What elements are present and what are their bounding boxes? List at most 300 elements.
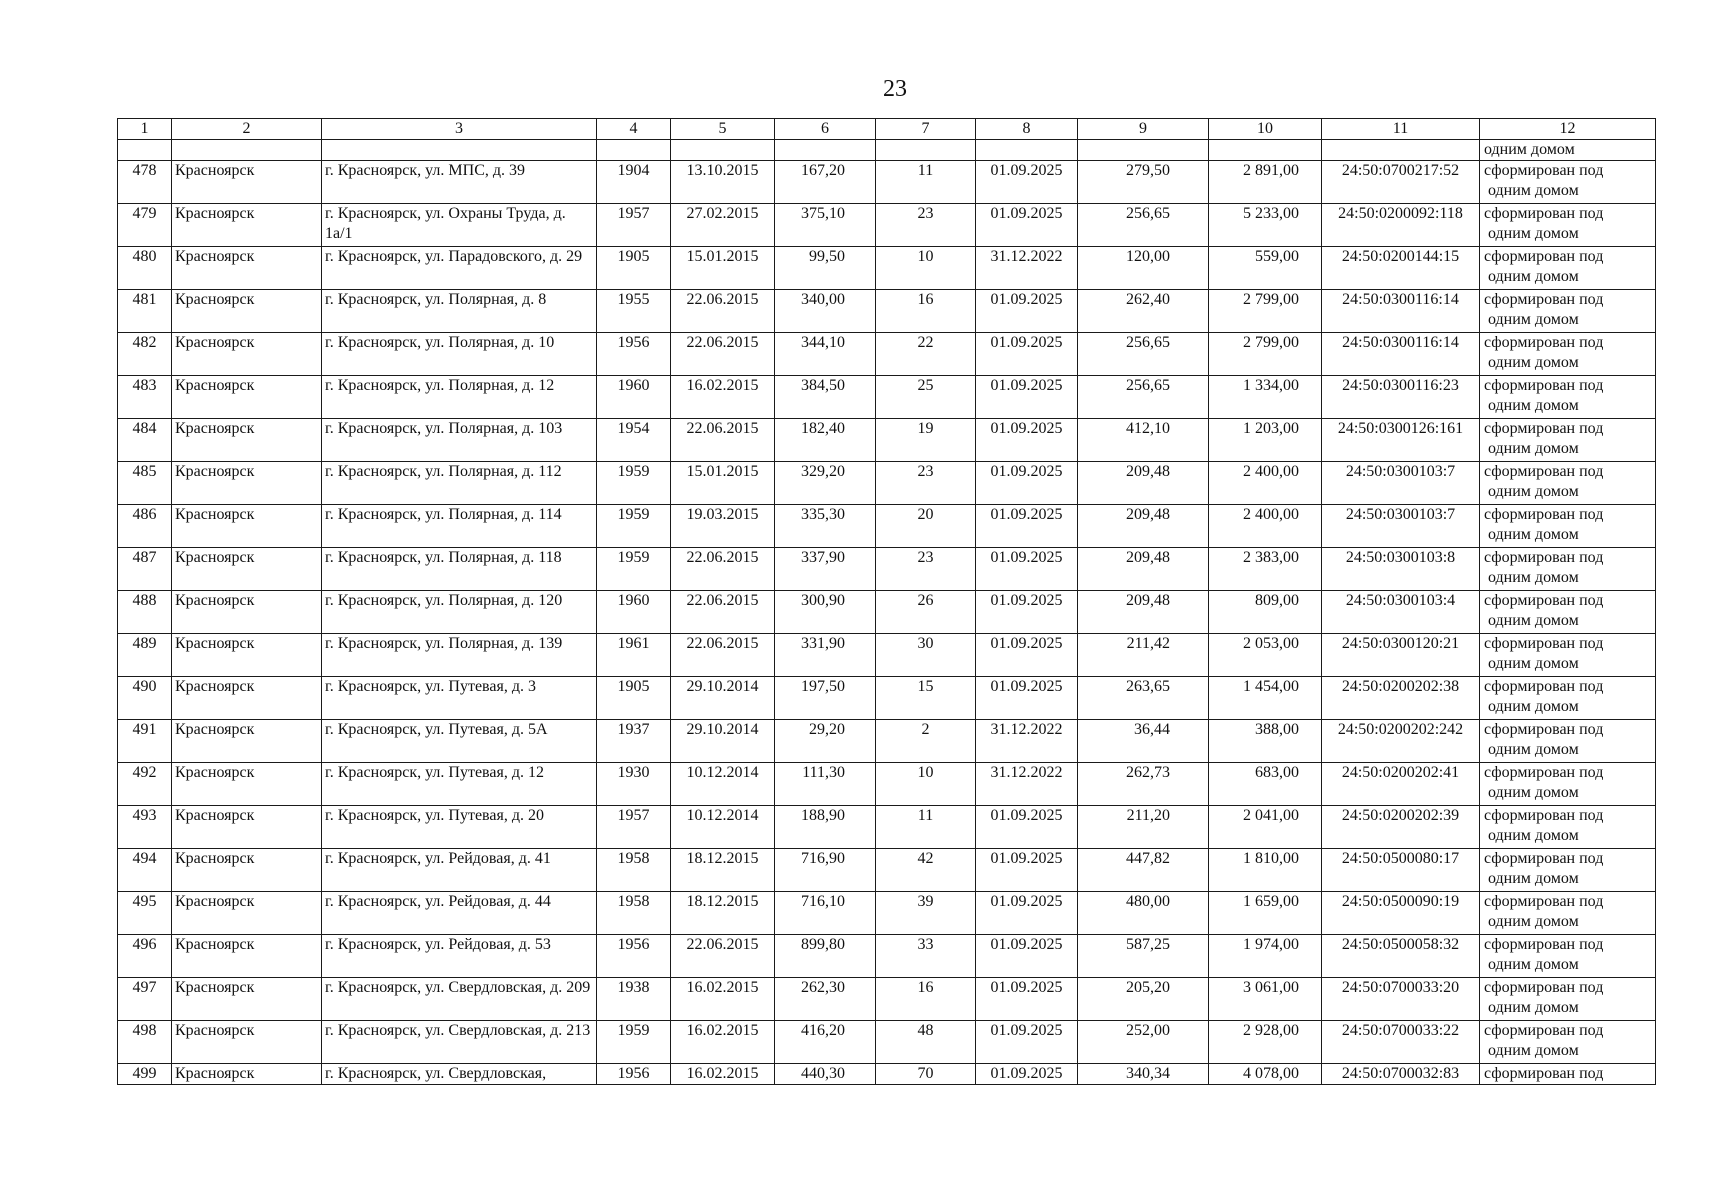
cadastral-number-cell: 24:50:0300103:7 (1322, 462, 1480, 505)
table-row (118, 548, 1656, 591)
table-row (118, 634, 1656, 677)
note-line-1: сформирован под (1484, 764, 1604, 781)
year-cell: 1905 (597, 677, 671, 720)
cadastral-number-cell: 24:50:0200202:39 (1322, 806, 1480, 849)
count-cell: 23 (876, 204, 976, 247)
count-cell: 10 (876, 763, 976, 806)
value-10-cell: 2 891,00 (1209, 161, 1322, 204)
row-number-cell: 490 (118, 677, 172, 720)
empty-cell (976, 140, 1078, 161)
table-body (118, 140, 1656, 1085)
row-number-cell: 495 (118, 892, 172, 935)
value-9-cell: 340,34 (1078, 1064, 1209, 1085)
cadastral-number-cell: 24:50:0700033:22 (1322, 1021, 1480, 1064)
year-cell: 1905 (597, 247, 671, 290)
date-cell: 22.06.2015 (671, 591, 775, 634)
deadline-date-cell: 01.09.2025 (976, 935, 1078, 978)
value-9-cell: 209,48 (1078, 548, 1209, 591)
table-row (118, 677, 1656, 720)
note-cell (1480, 677, 1656, 720)
year-cell: 1956 (597, 935, 671, 978)
row-number-cell: 487 (118, 548, 172, 591)
value-10-cell: 1 810,00 (1209, 849, 1322, 892)
note-line-1: сформирован под (1484, 420, 1604, 437)
note-cell (1480, 634, 1656, 677)
city-cell: Красноярск (172, 806, 322, 849)
area-cell: 375,10 (775, 204, 876, 247)
value-9-cell: 256,65 (1078, 333, 1209, 376)
date-cell: 22.06.2015 (671, 333, 775, 376)
note-cell (1480, 849, 1656, 892)
value-10-cell: 388,00 (1209, 720, 1322, 763)
row-number-cell: 492 (118, 763, 172, 806)
cadastral-number-cell: 24:50:0200202:242 (1322, 720, 1480, 763)
address-cell: г. Красноярск, ул. Путевая, д. 20 (322, 806, 597, 849)
area-cell: 29,20 (775, 720, 876, 763)
table-row (118, 1021, 1656, 1064)
value-9-cell: 209,48 (1078, 591, 1209, 634)
date-cell: 16.02.2015 (671, 978, 775, 1021)
table-row (118, 763, 1656, 806)
date-cell: 22.06.2015 (671, 290, 775, 333)
value-9-cell: 262,40 (1078, 290, 1209, 333)
deadline-date-cell: 01.09.2025 (976, 548, 1078, 591)
area-cell: 188,90 (775, 806, 876, 849)
note-line-2: одним домом (1488, 956, 1579, 973)
address-cell: г. Красноярск, ул. Рейдовая, д. 53 (322, 935, 597, 978)
note-line-1: сформирован под (1484, 248, 1604, 265)
address-cell: г. Красноярск, ул. Свердловская, д. 209 (322, 978, 597, 1021)
address-cell: г. Красноярск, ул. Полярная, д. 103 (322, 419, 597, 462)
cadastral-number-cell: 24:50:0500090:19 (1322, 892, 1480, 935)
deadline-date-cell: 01.09.2025 (976, 849, 1078, 892)
column-header: 2 (172, 119, 322, 140)
year-cell: 1958 (597, 849, 671, 892)
date-cell: 22.06.2015 (671, 935, 775, 978)
value-9-cell: 412,10 (1078, 419, 1209, 462)
address-cell: г. Красноярск, ул. Путевая, д. 5А (322, 720, 597, 763)
date-cell: 15.01.2015 (671, 247, 775, 290)
address-cell: г. Красноярск, ул. Полярная, д. 114 (322, 505, 597, 548)
note-line-2: одним домом (1488, 526, 1579, 543)
column-header: 7 (876, 119, 976, 140)
row-number-cell: 499 (118, 1064, 172, 1085)
column-header: 6 (775, 119, 876, 140)
note-line-2: одним домом (1488, 311, 1579, 328)
empty-cell (322, 140, 597, 161)
value-9-cell: 36,44 (1078, 720, 1209, 763)
cadastral-number-cell: 24:50:0300103:7 (1322, 505, 1480, 548)
year-cell: 1955 (597, 290, 671, 333)
column-header: 3 (322, 119, 597, 140)
address-cell: г. Красноярск, ул. Свердловская, (322, 1064, 597, 1085)
year-cell: 1957 (597, 806, 671, 849)
value-9-cell: 256,65 (1078, 204, 1209, 247)
cadastral-number-cell: 24:50:0300116:14 (1322, 290, 1480, 333)
note-line-2: одним домом (1488, 741, 1579, 758)
deadline-date-cell: 01.09.2025 (976, 1064, 1078, 1085)
cadastral-number-cell: 24:50:0500080:17 (1322, 849, 1480, 892)
table-row (118, 376, 1656, 419)
count-cell: 20 (876, 505, 976, 548)
deadline-date-cell: 01.09.2025 (976, 1021, 1078, 1064)
column-header: 5 (671, 119, 775, 140)
note-cell (1480, 161, 1656, 204)
year-cell: 1958 (597, 892, 671, 935)
value-9-cell: 205,20 (1078, 978, 1209, 1021)
cadastral-number-cell: 24:50:0500058:32 (1322, 935, 1480, 978)
cadastral-number-cell: 24:50:0300120:21 (1322, 634, 1480, 677)
area-cell: 329,20 (775, 462, 876, 505)
row-number-cell: 482 (118, 333, 172, 376)
note-cell (1480, 1064, 1656, 1085)
year-cell: 1959 (597, 548, 671, 591)
value-10-cell: 809,00 (1209, 591, 1322, 634)
city-cell: Красноярск (172, 978, 322, 1021)
city-cell: Красноярск (172, 677, 322, 720)
value-10-cell: 2 799,00 (1209, 333, 1322, 376)
area-cell: 340,00 (775, 290, 876, 333)
column-header: 4 (597, 119, 671, 140)
city-cell: Красноярск (172, 419, 322, 462)
area-cell: 111,30 (775, 763, 876, 806)
date-cell: 18.12.2015 (671, 849, 775, 892)
deadline-date-cell: 01.09.2025 (976, 634, 1078, 677)
note-cell (1480, 806, 1656, 849)
empty-cell (1322, 140, 1480, 161)
cadastral-number-cell: 24:50:0700032:83 (1322, 1064, 1480, 1085)
empty-cell (1078, 140, 1209, 161)
note-line-2: одним домом (1488, 698, 1579, 715)
note-line-2: одним домом (1488, 225, 1579, 242)
column-header: 10 (1209, 119, 1322, 140)
note-cell (1480, 247, 1656, 290)
note-line-1: сформирован под (1484, 979, 1604, 996)
deadline-date-cell: 01.09.2025 (976, 892, 1078, 935)
note-cell (1480, 290, 1656, 333)
year-cell: 1960 (597, 591, 671, 634)
value-9-cell: 480,00 (1078, 892, 1209, 935)
cadastral-number-cell: 24:50:0300116:14 (1322, 333, 1480, 376)
value-10-cell: 1 454,00 (1209, 677, 1322, 720)
value-9-cell: 120,00 (1078, 247, 1209, 290)
year-cell: 1937 (597, 720, 671, 763)
note-line-1: сформирован под (1484, 592, 1604, 609)
date-cell: 16.02.2015 (671, 376, 775, 419)
note-cell (1480, 892, 1656, 935)
deadline-date-cell: 31.12.2022 (976, 720, 1078, 763)
year-cell: 1904 (597, 161, 671, 204)
note-line-1: сформирован под (1484, 549, 1604, 566)
deadline-date-cell: 01.09.2025 (976, 161, 1078, 204)
note-line-1: сформирован под (1484, 678, 1604, 695)
column-header: 8 (976, 119, 1078, 140)
city-cell: Красноярск (172, 1021, 322, 1064)
row-number-cell: 478 (118, 161, 172, 204)
address-cell: г. Красноярск, ул. Полярная, д. 139 (322, 634, 597, 677)
value-9-cell: 256,65 (1078, 376, 1209, 419)
row-number-cell: 491 (118, 720, 172, 763)
table-row (118, 591, 1656, 634)
deadline-date-cell: 01.09.2025 (976, 806, 1078, 849)
deadline-date-cell: 01.09.2025 (976, 333, 1078, 376)
area-cell: 335,30 (775, 505, 876, 548)
table-row (118, 290, 1656, 333)
area-cell: 440,30 (775, 1064, 876, 1085)
note-line-1: сформирован под (1484, 162, 1604, 179)
row-number-cell: 486 (118, 505, 172, 548)
date-cell: 10.12.2014 (671, 763, 775, 806)
note-line-1: сформирован под (1484, 635, 1604, 652)
row-number-cell: 484 (118, 419, 172, 462)
year-cell: 1957 (597, 204, 671, 247)
area-cell: 344,10 (775, 333, 876, 376)
cadastral-number-cell: 24:50:0300116:23 (1322, 376, 1480, 419)
address-cell: г. Красноярск, ул. Полярная, д. 120 (322, 591, 597, 634)
value-9-cell: 587,25 (1078, 935, 1209, 978)
city-cell: Красноярск (172, 634, 322, 677)
note-line-2: одним домом (1488, 827, 1579, 844)
value-10-cell: 2 053,00 (1209, 634, 1322, 677)
area-cell: 331,90 (775, 634, 876, 677)
year-cell: 1961 (597, 634, 671, 677)
deadline-date-cell: 01.09.2025 (976, 290, 1078, 333)
count-cell: 48 (876, 1021, 976, 1064)
deadline-date-cell: 01.09.2025 (976, 505, 1078, 548)
note-cell (1480, 763, 1656, 806)
table-row (118, 333, 1656, 376)
value-10-cell: 2 383,00 (1209, 548, 1322, 591)
city-cell: Красноярск (172, 376, 322, 419)
value-9-cell: 262,73 (1078, 763, 1209, 806)
note-cell (1480, 419, 1656, 462)
city-cell: Красноярск (172, 591, 322, 634)
count-cell: 15 (876, 677, 976, 720)
note-line-1: сформирован под (1484, 893, 1604, 910)
note-line-2: одним домом (1488, 870, 1579, 887)
table-header (118, 119, 1656, 140)
value-9-cell: 209,48 (1078, 505, 1209, 548)
note-cell (1480, 462, 1656, 505)
note-line-2: одним домом (1488, 354, 1579, 371)
count-cell: 2 (876, 720, 976, 763)
continued-row (118, 140, 1656, 161)
value-10-cell: 3 061,00 (1209, 978, 1322, 1021)
date-cell: 22.06.2015 (671, 548, 775, 591)
houses-table (117, 118, 1656, 1085)
note-cell (1480, 978, 1656, 1021)
area-cell: 167,20 (775, 161, 876, 204)
table-row (118, 419, 1656, 462)
value-10-cell: 2 041,00 (1209, 806, 1322, 849)
note-line-2: одним домом (1488, 440, 1579, 457)
date-cell: 16.02.2015 (671, 1064, 775, 1085)
city-cell: Красноярск (172, 763, 322, 806)
city-cell: Красноярск (172, 204, 322, 247)
row-number-cell: 494 (118, 849, 172, 892)
date-cell: 13.10.2015 (671, 161, 775, 204)
address-cell: г. Красноярск, ул. Путевая, д. 3 (322, 677, 597, 720)
note-line-1: сформирован под (1484, 807, 1604, 824)
address-cell: г. Красноярск, ул. МПС, д. 39 (322, 161, 597, 204)
address-cell: г. Красноярск, ул. Путевая, д. 12 (322, 763, 597, 806)
note-cell (1480, 204, 1656, 247)
date-cell: 29.10.2014 (671, 677, 775, 720)
value-10-cell: 4 078,00 (1209, 1064, 1322, 1085)
address-cell: г. Красноярск, ул. Рейдовая, д. 41 (322, 849, 597, 892)
value-10-cell: 2 400,00 (1209, 462, 1322, 505)
address-cell: г. Красноярск, ул. Рейдовая, д. 44 (322, 892, 597, 935)
row-number-cell: 488 (118, 591, 172, 634)
city-cell: Красноярск (172, 333, 322, 376)
address-cell: г. Красноярск, ул. Полярная, д. 8 (322, 290, 597, 333)
value-10-cell: 5 233,00 (1209, 204, 1322, 247)
count-cell: 25 (876, 376, 976, 419)
row-number-cell: 498 (118, 1021, 172, 1064)
value-9-cell: 209,48 (1078, 462, 1209, 505)
deadline-date-cell: 01.09.2025 (976, 419, 1078, 462)
city-cell: Красноярск (172, 161, 322, 204)
count-cell: 39 (876, 892, 976, 935)
row-number-cell: 483 (118, 376, 172, 419)
address-cell: г. Красноярск, ул. Полярная, д. 10 (322, 333, 597, 376)
count-cell: 11 (876, 806, 976, 849)
value-9-cell: 279,50 (1078, 161, 1209, 204)
value-10-cell: 1 659,00 (1209, 892, 1322, 935)
note-line-1: сформирован под (1484, 936, 1604, 953)
table-row (118, 978, 1656, 1021)
year-cell: 1959 (597, 1021, 671, 1064)
cadastral-number-cell: 24:50:0300103:4 (1322, 591, 1480, 634)
value-10-cell: 1 203,00 (1209, 419, 1322, 462)
note-cell (1480, 720, 1656, 763)
deadline-date-cell: 01.09.2025 (976, 204, 1078, 247)
note-line-1: сформирован под (1484, 205, 1604, 222)
date-cell: 22.06.2015 (671, 634, 775, 677)
note-cell: одним домом (1480, 140, 1656, 161)
value-10-cell: 2 400,00 (1209, 505, 1322, 548)
address-cell: г. Красноярск, ул. Полярная, д. 12 (322, 376, 597, 419)
note-cell (1480, 333, 1656, 376)
deadline-date-cell: 01.09.2025 (976, 591, 1078, 634)
note-line-2: одним домом (1488, 999, 1579, 1016)
city-cell: Красноярск (172, 720, 322, 763)
cadastral-number-cell: 24:50:0300103:8 (1322, 548, 1480, 591)
address-cell: г. Красноярск, ул. Свердловская, д. 213 (322, 1021, 597, 1064)
date-cell: 18.12.2015 (671, 892, 775, 935)
deadline-date-cell: 01.09.2025 (976, 462, 1078, 505)
note-cell (1480, 591, 1656, 634)
year-cell: 1959 (597, 505, 671, 548)
table-row (118, 935, 1656, 978)
empty-cell (671, 140, 775, 161)
table-row (118, 892, 1656, 935)
count-cell: 10 (876, 247, 976, 290)
empty-cell (1209, 140, 1322, 161)
value-10-cell: 2 928,00 (1209, 1021, 1322, 1064)
table-row (118, 161, 1656, 204)
date-cell: 19.03.2015 (671, 505, 775, 548)
city-cell: Красноярск (172, 505, 322, 548)
count-cell: 33 (876, 935, 976, 978)
empty-cell (775, 140, 876, 161)
cadastral-number-cell: 24:50:0200202:38 (1322, 677, 1480, 720)
count-cell: 23 (876, 462, 976, 505)
page-number: 23 (883, 76, 907, 102)
note-line-2: одним домом (1488, 268, 1579, 285)
empty-cell (597, 140, 671, 161)
date-cell: 27.02.2015 (671, 204, 775, 247)
year-cell: 1956 (597, 333, 671, 376)
address-cell: г. Красноярск, ул. Полярная, д. 112 (322, 462, 597, 505)
column-header: 1 (118, 119, 172, 140)
city-cell: Красноярск (172, 849, 322, 892)
note-line-2: одним домом (1488, 913, 1579, 930)
city-cell: Красноярск (172, 462, 322, 505)
cadastral-number-cell: 24:50:0700217:52 (1322, 161, 1480, 204)
row-number-cell: 481 (118, 290, 172, 333)
cadastral-number-cell: 24:50:0200144:15 (1322, 247, 1480, 290)
count-cell: 42 (876, 849, 976, 892)
value-10-cell: 1 334,00 (1209, 376, 1322, 419)
deadline-date-cell: 01.09.2025 (976, 978, 1078, 1021)
year-cell: 1954 (597, 419, 671, 462)
value-10-cell: 2 799,00 (1209, 290, 1322, 333)
note-line-1: сформирован под (1484, 463, 1604, 480)
city-cell: Красноярск (172, 290, 322, 333)
count-cell: 26 (876, 591, 976, 634)
city-cell: Красноярск (172, 247, 322, 290)
value-10-cell: 559,00 (1209, 247, 1322, 290)
area-cell: 716,10 (775, 892, 876, 935)
note-line-2: одним домом (1488, 569, 1579, 586)
row-number-cell: 480 (118, 247, 172, 290)
table-row-partial (118, 1064, 1656, 1085)
empty-cell (876, 140, 976, 161)
area-cell: 899,80 (775, 935, 876, 978)
year-cell: 1956 (597, 1064, 671, 1085)
table-row (118, 806, 1656, 849)
note-cell (1480, 548, 1656, 591)
area-cell: 384,50 (775, 376, 876, 419)
address-cell: г. Красноярск, ул. Полярная, д. 118 (322, 548, 597, 591)
area-cell: 337,90 (775, 548, 876, 591)
empty-cell (118, 140, 172, 161)
column-header: 12 (1480, 119, 1656, 140)
value-9-cell: 252,00 (1078, 1021, 1209, 1064)
city-cell: Красноярск (172, 548, 322, 591)
deadline-date-cell: 31.12.2022 (976, 763, 1078, 806)
year-cell: 1959 (597, 462, 671, 505)
note-cell (1480, 1021, 1656, 1064)
year-cell: 1938 (597, 978, 671, 1021)
value-10-cell: 1 974,00 (1209, 935, 1322, 978)
date-cell: 29.10.2014 (671, 720, 775, 763)
city-cell: Красноярск (172, 1064, 322, 1085)
count-cell: 30 (876, 634, 976, 677)
address-cell: г. Красноярск, ул. Парадовского, д. 29 (322, 247, 597, 290)
table-row (118, 849, 1656, 892)
area-cell: 716,90 (775, 849, 876, 892)
year-cell: 1930 (597, 763, 671, 806)
note-line-2: одним домом (1488, 397, 1579, 414)
city-cell: Красноярск (172, 935, 322, 978)
cadastral-number-cell: 24:50:0300126:161 (1322, 419, 1480, 462)
note-line-2: одним домом (1488, 612, 1579, 629)
date-cell: 15.01.2015 (671, 462, 775, 505)
row-number-cell: 485 (118, 462, 172, 505)
empty-cell (172, 140, 322, 161)
